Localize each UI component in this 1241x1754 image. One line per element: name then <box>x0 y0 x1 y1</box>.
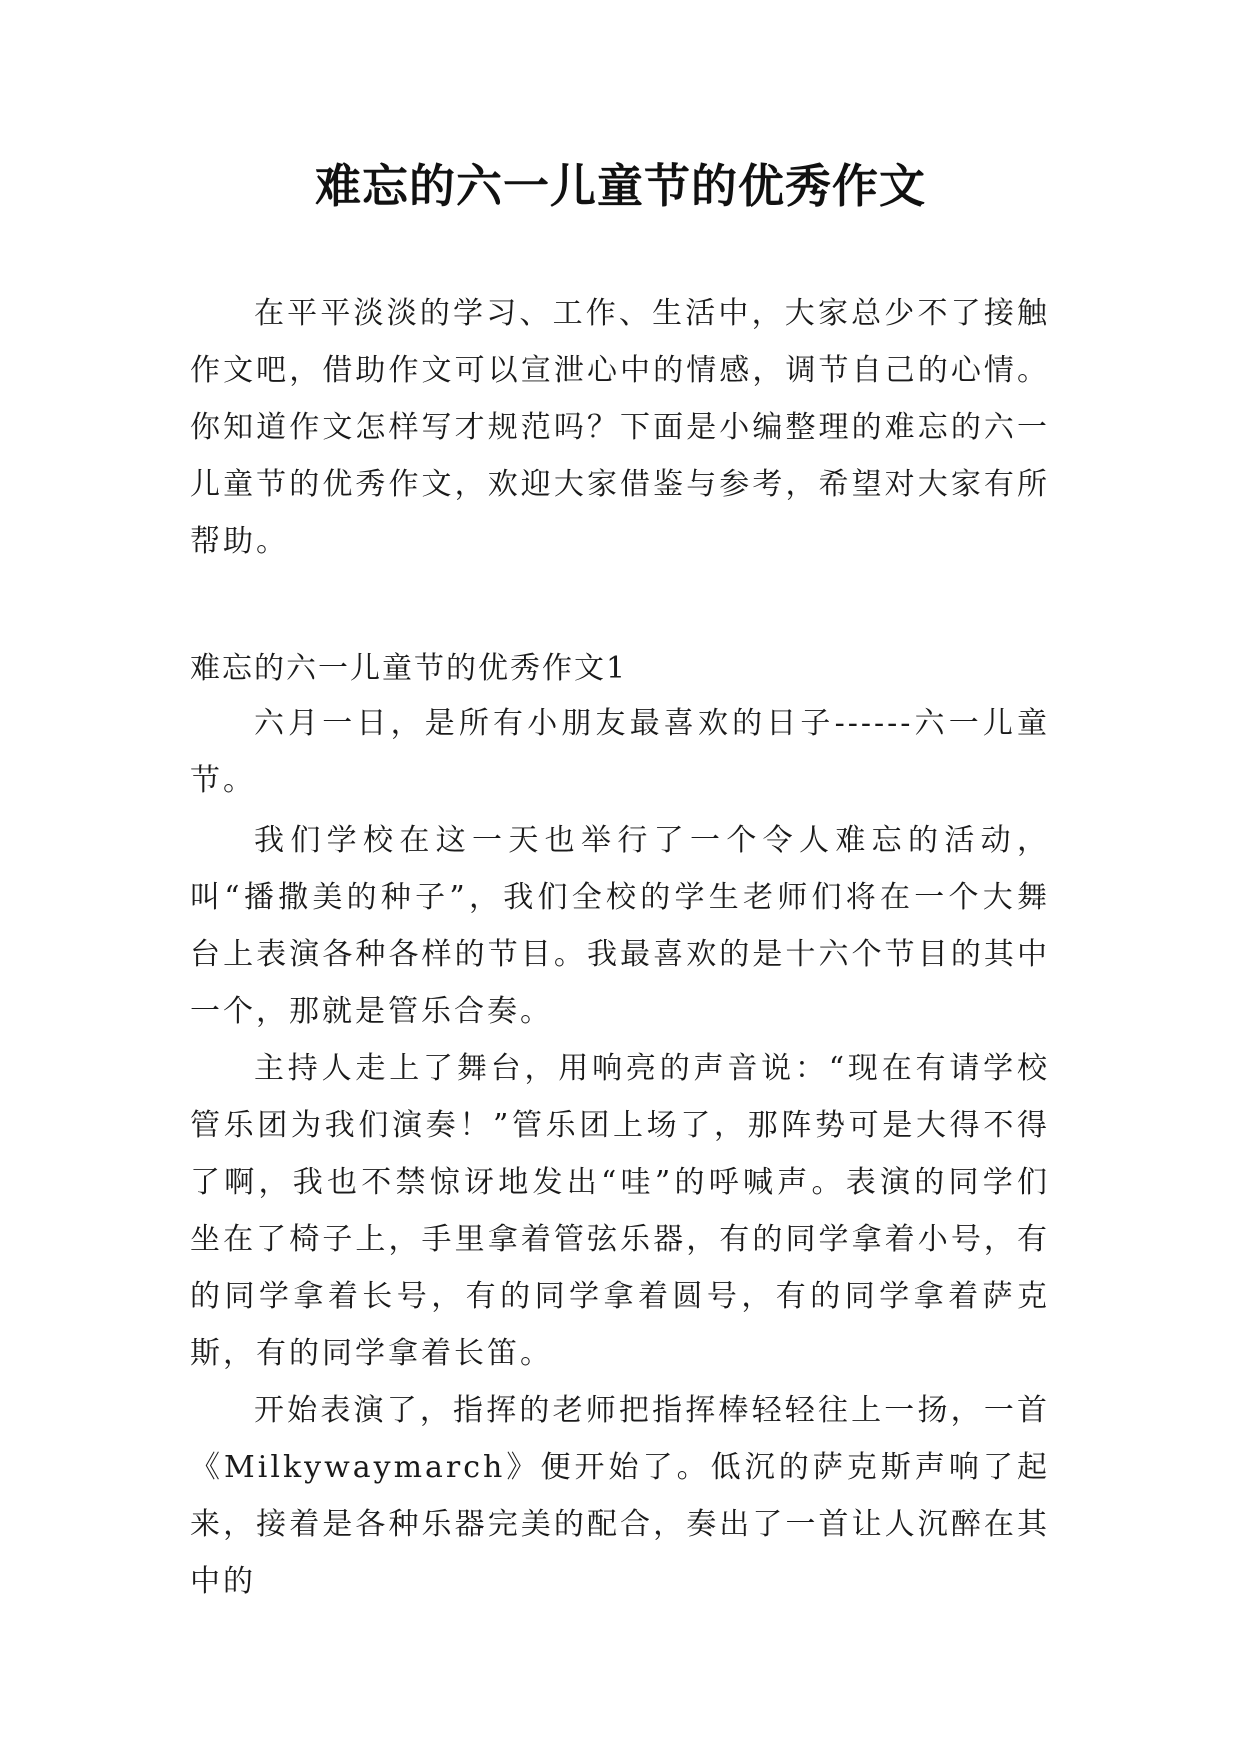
document-title: 难忘的六一儿童节的优秀作文 <box>315 159 926 213</box>
body-paragraph: 六月一日，是所有小朋友最喜欢的日子------六一儿童节。 <box>190 706 1050 798</box>
body-paragraph: 我们学校在这一天也举行了一个令人难忘的活动，叫“播撒美的种子”，我们全校的学生老师们将在一个大舞台上表演各种各样的节目。我最喜欢的是十六个节目的其中一个，那就是管乐合奏。 <box>190 823 1050 1029</box>
body-paragraph: 开始表演了，指挥的老师把指挥棒轻轻往上一扬，一首《Milkywaymarch》便开始了。低沉的萨克斯声响了起来，接着是各种乐器完美的配合，奏出了一首让人沉醉在其中的 <box>190 1393 1050 1599</box>
section-heading: 难忘的六一儿童节的优秀作文1 <box>190 651 628 686</box>
body-paragraph: 主持人走上了舞台，用响亮的声音说：“现在有请学校管乐团为我们演奏！”管乐团上场了，那阵势可是大得不得了啊，我也不禁惊讶地发出“哇”的呼喊声。表演的同学们坐在了椅子上，手里拿着管弦乐器，有的同学拿着小号，有的同学拿着长号，有的同学拿着圆号，有的同学拿着萨克斯，有的同学拿着长笛。 <box>190 1051 1050 1371</box>
intro-paragraph: 在平平淡淡的学习、工作、生活中，大家总少不了接触作文吧，借助作文可以宣泄心中的情感，调节自己的心情。你知道作文怎样写才规范吗？下面是小编整理的难忘的六一儿童节的优秀作文，欢迎大家借鉴与参考，希望对大家有所帮助。 <box>190 296 1050 559</box>
